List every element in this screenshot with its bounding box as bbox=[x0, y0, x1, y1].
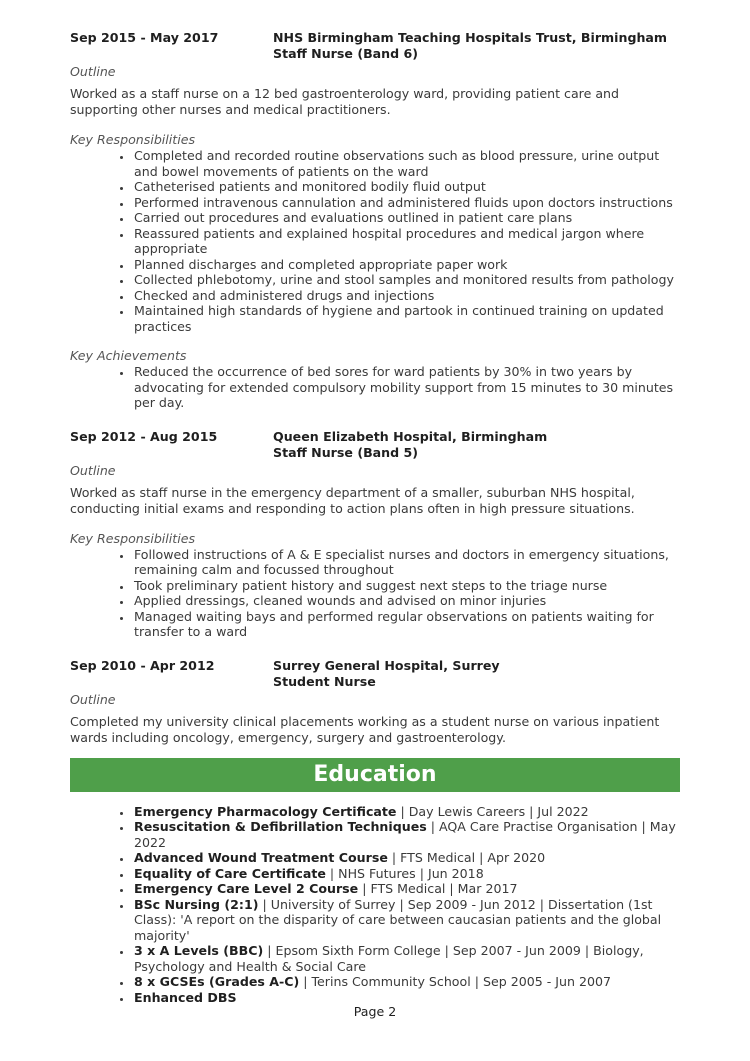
achievements-label: Key Achievements bbox=[70, 348, 187, 363]
list-item: • Catheterised patients and monitored bodily fluid output bbox=[132, 179, 680, 195]
education-detail: | Terins Community School | Sep 2005 - Jun 2007 bbox=[299, 974, 612, 989]
list-item: • Performed intravenous cannulation and administered fluids upon doctors instructions bbox=[132, 195, 680, 211]
outline-label: Outline bbox=[70, 691, 116, 707]
employer-name: NHS Birmingham Teaching Hospitals Trust, Birmingham bbox=[273, 30, 668, 45]
list-item: • Collected phlebotomy, urine and stool samples and monitored results from pathology bbox=[132, 272, 680, 288]
responsibilities-list bbox=[70, 547, 680, 640]
list-item: • Reduced the occurrence of bed sores for ward patients by 30% in two years by advocating for extended compulsory mobility support from 15 minutes to 30 minutes per day. bbox=[132, 364, 680, 411]
outline-label: Outline bbox=[70, 64, 116, 79]
education-title: Equality of Care Certificate bbox=[134, 865, 326, 881]
education-item bbox=[132, 974, 680, 990]
list-item: • Followed instructions of A & E specialist nurses and doctors in emergency situations, remaining calm and focussed throughout bbox=[132, 547, 680, 578]
education-title: Emergency Pharmacology Certificate bbox=[134, 803, 397, 819]
education-item bbox=[132, 819, 680, 850]
education-title: Emergency Care Level 2 Course bbox=[134, 881, 359, 896]
education-title: Enhanced DBS bbox=[134, 989, 237, 1005]
job-entry bbox=[70, 429, 680, 640]
responsibilities-label: Key Responsibilities bbox=[70, 530, 196, 546]
job-entry bbox=[70, 658, 680, 746]
outline-text: Worked as a staff nurse on a 12 bed gastroenterology ward, providing patient care and supporting other nurses and medical practitioners. bbox=[70, 86, 620, 117]
list-item: • Completed and recorded routine observations such as blood pressure, urine output and bowel movements of patients on the ward bbox=[132, 148, 680, 179]
job-dates: Sep 2010 - Apr 2012 bbox=[70, 657, 215, 673]
list-item: • Applied dressings, cleaned wounds and advised on minor injuries bbox=[132, 593, 680, 609]
job-dates: Sep 2012 - Aug 2015 bbox=[70, 428, 218, 444]
education-title: Resuscitation & Defibrillation Techniques bbox=[134, 819, 427, 834]
education-detail: | FTS Medical | Apr 2020 bbox=[387, 850, 546, 865]
education-item bbox=[132, 897, 680, 944]
education-title: 8 x GCSEs (Grades A-C) bbox=[134, 974, 300, 989]
outline-text: Completed my university clinical placements working as a student nurse on various inpatient wards including oncology, emergency, surgery and gastroenterology. bbox=[70, 713, 660, 745]
education-title: Advanced Wound Treatment Course bbox=[134, 850, 388, 865]
education-detail: | Epsom Sixth Form College | Sep 2007 - Jun 2009 | Biology, Psychology and Health & Social Care bbox=[134, 943, 644, 974]
job-entry bbox=[70, 30, 680, 411]
employer-name: Queen Elizabeth Hospital, Birmingham bbox=[273, 428, 548, 444]
list-item: • Took preliminary patient history and suggest next steps to the triage nurse bbox=[132, 578, 680, 594]
list-item: • Planned discharges and completed appropriate paper work bbox=[132, 257, 680, 273]
education-item bbox=[132, 850, 680, 866]
list-item: • Managed waiting bays and performed regular observations on patients waiting for transfer to a ward bbox=[132, 609, 680, 640]
education-item bbox=[132, 881, 680, 897]
page-number: Page 2 bbox=[353, 1004, 397, 1019]
education-detail: | University of Surrey | Sep 2009 - Jun 2012 | Dissertation (1st Class): 'A report on the disparity of care between caucasian patients and the global majority' bbox=[134, 896, 662, 943]
outline-text: Worked as staff nurse in the emergency department of a smaller, suburban NHS hospital, conducting initial exams and responding to action plans often in high pressure situations. bbox=[70, 484, 635, 516]
job-header bbox=[70, 429, 680, 461]
job-header bbox=[70, 658, 680, 690]
education-detail: | FTS Medical | Mar 2017 bbox=[358, 881, 518, 896]
responsibilities-list bbox=[70, 148, 680, 334]
list-item: • Reassured patients and explained hospital procedures and medical jargon where appropriate bbox=[132, 226, 680, 257]
job-title: Student Nurse bbox=[273, 673, 376, 689]
education-item bbox=[132, 866, 680, 882]
education-item bbox=[132, 804, 680, 820]
education-heading: Education bbox=[70, 758, 680, 792]
job-title: Staff Nurse (Band 6) bbox=[273, 46, 419, 61]
education-title: BSc Nursing (2:1) bbox=[134, 896, 259, 912]
education-title: 3 x A Levels (BBC) bbox=[134, 943, 264, 958]
list-item: • Maintained high standards of hygiene and partook in continued training on updated practices bbox=[132, 303, 680, 334]
list-item: • Checked and administered drugs and injections bbox=[132, 288, 680, 304]
job-dates: Sep 2015 - May 2017 bbox=[70, 30, 219, 45]
outline-label: Outline bbox=[70, 462, 116, 478]
education-item bbox=[132, 990, 680, 1006]
achievements-list bbox=[70, 364, 680, 411]
cv-page bbox=[70, 30, 680, 1005]
education-detail: | Day Lewis Careers | Jul 2022 bbox=[396, 803, 589, 819]
education-list bbox=[70, 804, 680, 1006]
job-title: Staff Nurse (Band 5) bbox=[273, 444, 419, 460]
employer-name: Surrey General Hospital, Surrey bbox=[273, 657, 500, 673]
education-detail: | NHS Futures | Jun 2018 bbox=[325, 865, 484, 881]
education-item bbox=[132, 943, 680, 974]
list-item: • Carried out procedures and evaluations outlined in patient care plans bbox=[132, 210, 680, 226]
responsibilities-label: Key Responsibilities bbox=[70, 132, 196, 147]
education-detail: | AQA Care Practise Organisation | May 2022 bbox=[134, 819, 676, 850]
job-header bbox=[70, 30, 680, 62]
